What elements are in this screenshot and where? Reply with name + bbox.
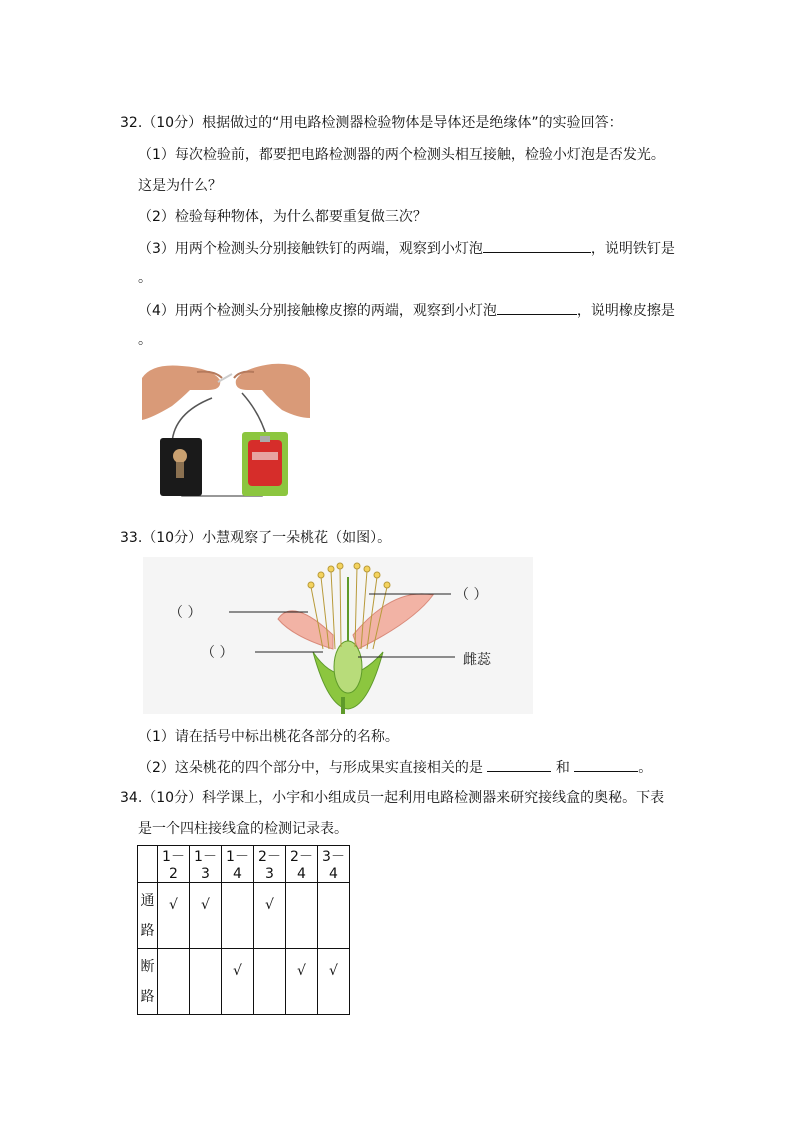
table-row: [138, 883, 350, 949]
peach-flower-diagram: [143, 557, 533, 718]
table-cell: √: [254, 883, 286, 949]
table-header-row: [138, 846, 350, 883]
row-label-connected: 通 路: [138, 883, 158, 949]
table-corner-cell: [138, 846, 158, 883]
table-cell: √: [190, 883, 222, 949]
q32-part4-text: （4）用两个检测头分别接触橡皮擦的两端，观察到小灯泡: [138, 303, 497, 319]
table-cell: [158, 949, 190, 1015]
q32-part3-text2: ，说明铁钉是: [590, 241, 675, 257]
q34-title: 34.（10分）科学课上，小宇和小组成员一起利用电路检测器来研究接线盒的奥秘。下表: [120, 790, 665, 806]
table-cell: [190, 949, 222, 1015]
table-header-cell: 2－3: [254, 846, 286, 883]
table-cell: [286, 883, 318, 949]
q33-part2-end: 。: [638, 760, 653, 776]
q32-part3-text: （3）用两个检测头分别接触铁钉的两端，观察到小灯泡: [138, 241, 483, 257]
q33-title: 33.（10分）小慧观察了一朵桃花（如图）。: [120, 530, 392, 546]
row-label-open: 断 路: [138, 949, 158, 1015]
q33-part2-and: 和: [555, 760, 570, 776]
q33-part2-blank2[interactable]: [574, 757, 638, 772]
q33-part2-text: （2）这朵桃花的四个部分中，与形成果实直接相关的是: [138, 760, 483, 776]
table-cell: [254, 949, 286, 1015]
table-cell: [318, 883, 350, 949]
table-cell: √: [318, 949, 350, 1015]
q32-part3-blank[interactable]: [483, 238, 591, 253]
q32-part1-cont: 这是为什么？: [138, 178, 222, 194]
table-header-cell: 3－4: [318, 846, 350, 883]
table-header-cell: 1－3: [190, 846, 222, 883]
q32-title: 32.（10分）根据做过的“用电路检测器检验物体是导体还是绝缘体”的实验回答：: [120, 115, 623, 131]
q32-part4-end: 。: [138, 332, 152, 348]
wiring-box-record-table: [137, 845, 350, 1015]
table-cell: √: [158, 883, 190, 949]
table-cell: [222, 883, 254, 949]
table-header-cell: 1－2: [158, 846, 190, 883]
pistil-label: 雌蕊: [463, 652, 491, 668]
table-cell: √: [286, 949, 318, 1015]
q32-part2: （2）检验每种物体，为什么都要重复做三次？: [138, 209, 427, 225]
q32-part4: [138, 300, 675, 321]
q32-part1: （1）每次检验前，都要把电路检测器的两个检测头相互接触，检验小灯泡是否发光。: [138, 147, 665, 163]
flower-blank-label-1: （ ）: [169, 605, 202, 621]
q33-part2-blank1[interactable]: [487, 757, 551, 772]
q32-part3-end: 。: [138, 270, 152, 286]
q32-part3: [138, 238, 675, 259]
flower-blank-label-2: （ ）: [455, 587, 488, 603]
q32-part4-text2: ，说明橡皮擦是: [576, 303, 675, 319]
flower-blank-label-3: （ ）: [201, 645, 234, 661]
q33-part2: [138, 757, 652, 778]
table-header-cell: 1－4: [222, 846, 254, 883]
table-cell: √: [222, 949, 254, 1015]
table-row: [138, 949, 350, 1015]
q34-title-cont: 是一个四柱接线盒的检测记录表。: [138, 821, 348, 837]
table-header-cell: 2－4: [286, 846, 318, 883]
q32-part4-blank[interactable]: [497, 300, 577, 315]
circuit-tester-photo: [142, 358, 310, 504]
q33-part1: （1）请在括号中标出桃花各部分的名称。: [138, 729, 399, 745]
